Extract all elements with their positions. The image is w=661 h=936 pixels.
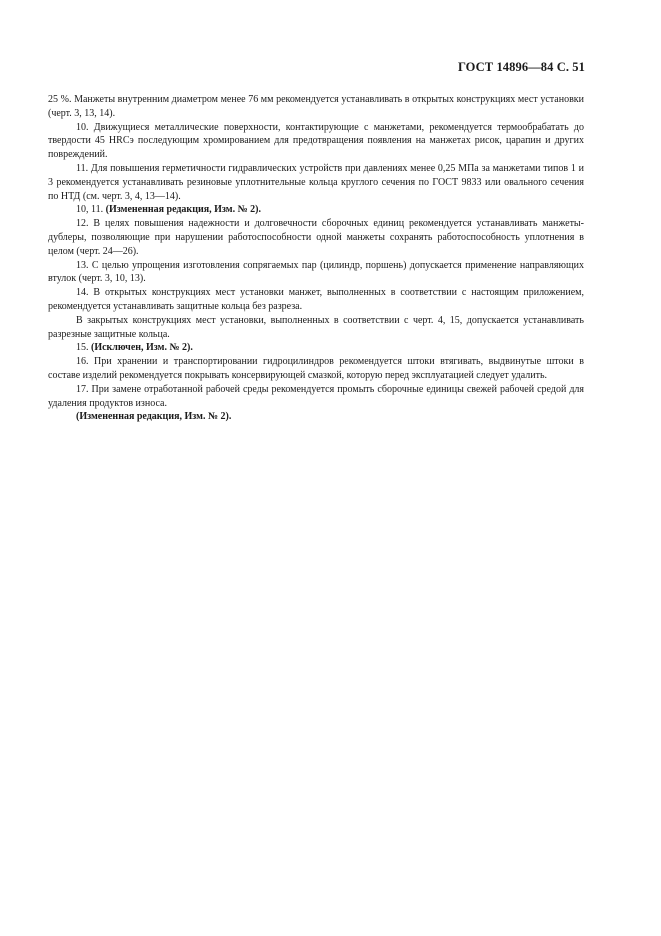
page-header: ГОСТ 14896—84 С. 51 [457,60,585,74]
paragraph-17: 17. При замене отработанной рабочей среды рекомендуется промыть сборочные единицы свежей рабочей средой для удаления продуктов износа. [48,383,584,409]
paragraph-12: 12. В целях повышения надежности и долговечности сборочных единиц рекомендуется устанавливать манжеты-дублеры, позволяющие при нарушении работоспособности одной манжеты сохранять работоспособность уплотнения в целом (черт. 24—26). [48,218,584,257]
paragraph-13: 13. С целью упрощения изготовления сопрягаемых пар (цилиндр, поршень) допускается применение направляющих втулок (черт. 3, 10, 13). [48,259,584,285]
amendment-text: (Исключен, Изм. № 2). [91,342,193,354]
amendment-note-10-11 [48,203,584,217]
paragraph-11: 11. Для повышения герметичности гидравлических устройств при давлениях менее 0,25 МПа за манжетами типов 1 и 3 рекомендуется устанавливать резиновые уплотнительные кольца круглого сечения по ГОСТ 9833 или овального сечения по НТД (см. черт. 3, 4, 13—14). [48,162,584,202]
paragraph-14-continued: В закрытых конструкциях мест установки, выполненных в соответствии с черт. 4, 15, допускается устанавливать разрезные защитные кольца. [48,314,584,340]
paragraph-14: 14. В открытых конструкциях мест установки манжет, выполненных в соответствии с настоящим приложением, рекомендуется устанавливать защитные кольца без разреза. [48,287,584,312]
amendment-note-17: (Измененная редакция, Изм. № 2). [76,411,232,423]
amendment-text: (Измененная редакция, Изм. № 2). [105,204,261,216]
paragraph-16: 16. При хранении и транспортировании гидроцилиндров рекомендуется штоки втягивать, выдвинутые штоки в составе изделий рекомендуется покрывать консервирующей смазкой, которую перед эксплуатацией следует удалить. [48,356,584,381]
amendment-note-15 [48,341,584,355]
amendment-number: 15. [76,342,91,354]
document-body [48,93,584,424]
paragraph-10: 10. Движущиеся металлические поверхности, контактирующие с манжетами, рекомендуется термообрабатать до твердости 45 HRCэ последующим хромированием для предотвращения появления на манжетах рисок, царапин и других повреждений. [48,121,584,161]
paragraph-continuation: 25 %. Манжеты внутренним диаметром менее 76 мм рекомендуется устанавливать в открытых конструкциях мест установки (черт. 3, 13, 14). [48,94,584,119]
amendment-number: 10, 11. [76,204,106,216]
